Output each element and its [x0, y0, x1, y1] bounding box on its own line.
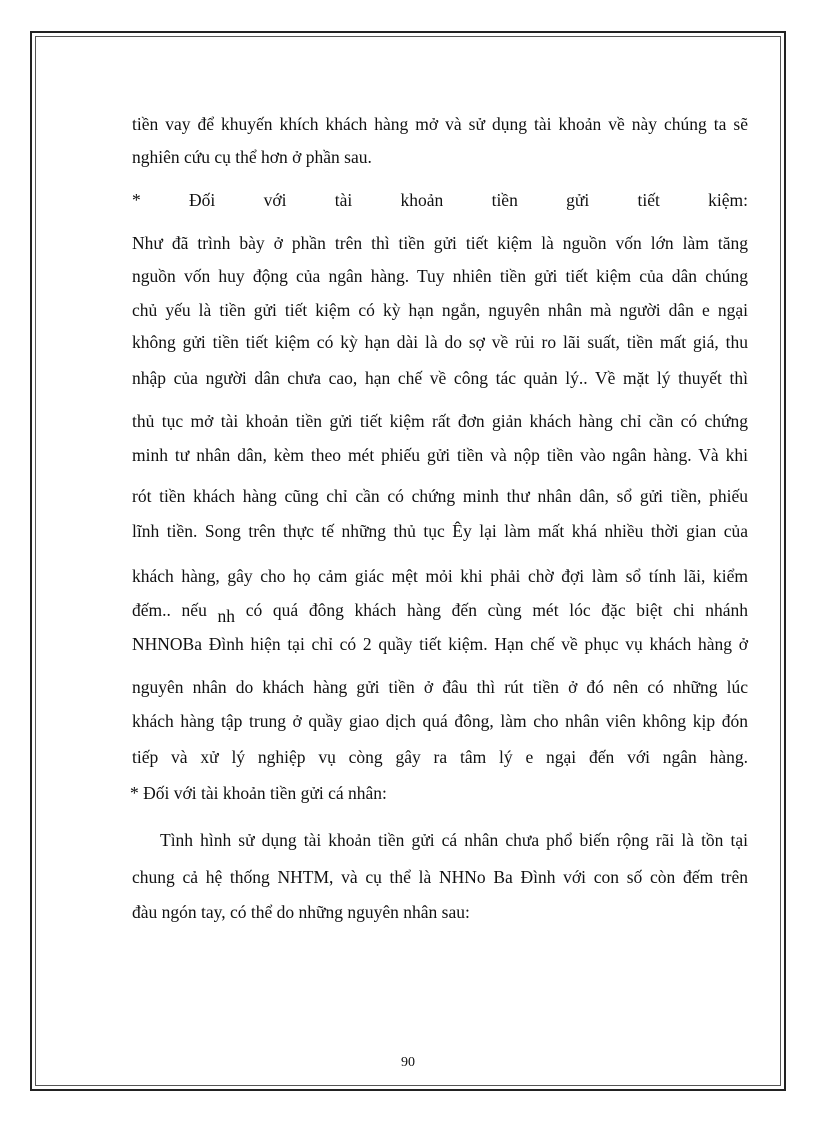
- text-line: rót tiền khách hàng cũng chỉ cần có chứng minh thư nhân dân, sổ gửi tiền, phiếu: [132, 486, 748, 506]
- text-fragment: đếm.. nếu: [132, 600, 207, 620]
- subscript-fragment: nh: [217, 606, 236, 626]
- text-line: đàu ngón tay, có thể do những nguyên nhân sau:: [132, 902, 470, 922]
- text-line: [132, 598, 749, 626]
- text-line: tiếp và xử lý nghiệp vụ còng gây ra tâm lý e ngại đến với ngân hàng.: [132, 747, 748, 767]
- text-line: Tình hình sử dụng tài khoản tiền gửi cá nhân chưa phổ biến rộng rãi là tồn tại: [160, 830, 748, 850]
- text-line: nguyên nhân do khách hàng gửi tiền ở đâu thì rút tiền ở đó nên có những lúc: [132, 677, 748, 697]
- text-line: tiền vay để khuyến khích khách hàng mở và sử dụng tài khoản về này chúng ta sẽ: [132, 114, 748, 134]
- section-heading: * Đối với tài khoản tiền gửi cá nhân:: [130, 783, 387, 803]
- text-line: nhập của người dân chưa cao, hạn chế về công tác quản lý.. Về mặt lý thuyết thì: [132, 368, 748, 388]
- text-fragment: có quá đông khách hàng đến cùng mét lóc đặc biệt chi nhánh: [245, 600, 749, 620]
- text-line: nguồn vốn huy động của ngân hàng. Tuy nhiên tiền gửi tiết kiệm của dân chúng: [132, 266, 748, 286]
- text-line: NHNOBa Đình hiện tại chỉ có 2 quầy tiết kiệm. Hạn chế về phục vụ khách hàng ở: [132, 634, 748, 654]
- text-line: lĩnh tiền. Song trên thực tế những thủ tục Êy lại làm mất khá nhiều thời gian của: [132, 521, 748, 541]
- text-line: nghiên cứu cụ thể hơn ở phần sau.: [132, 147, 372, 167]
- text-line: chủ yếu là tiền gửi tiết kiệm có kỳ hạn ngắn, nguyên nhân mà người dân e ngại: [132, 300, 748, 320]
- section-heading: * Đối với tài khoản tiền gửi tiết kiệm:: [132, 190, 748, 210]
- text-line: khách hàng, gây cho họ cảm giác mệt mỏi khi phải chờ đợi làm sổ tính lãi, kiểm: [132, 566, 748, 586]
- text-line: chung cả hệ thống NHTM, và cụ thể là NHNo Ba Đình với con số còn đếm trên: [132, 867, 748, 887]
- text-line: minh tư nhân dân, kèm theo mét phiếu gửi tiền và nộp tiền vào ngân hàng. Và khi: [132, 445, 748, 465]
- page-number: 90: [401, 1055, 415, 1070]
- text-line: khách hàng tập trung ở quầy giao dịch quá đông, làm cho nhân viên không kịp đón: [132, 711, 748, 731]
- text-line: Như đã trình bày ở phần trên thì tiền gửi tiết kiệm là nguồn vốn lớn làm tăng: [132, 233, 748, 253]
- text-line: không gửi tiền tiết kiệm có kỳ hạn dài là do sợ về rủi ro lãi suất, tiền mất giá, thu: [132, 332, 748, 352]
- text-line: thủ tục mở tài khoản tiền gửi tiết kiệm rất đơn giản khách hàng chỉ cần có chứng: [132, 411, 748, 431]
